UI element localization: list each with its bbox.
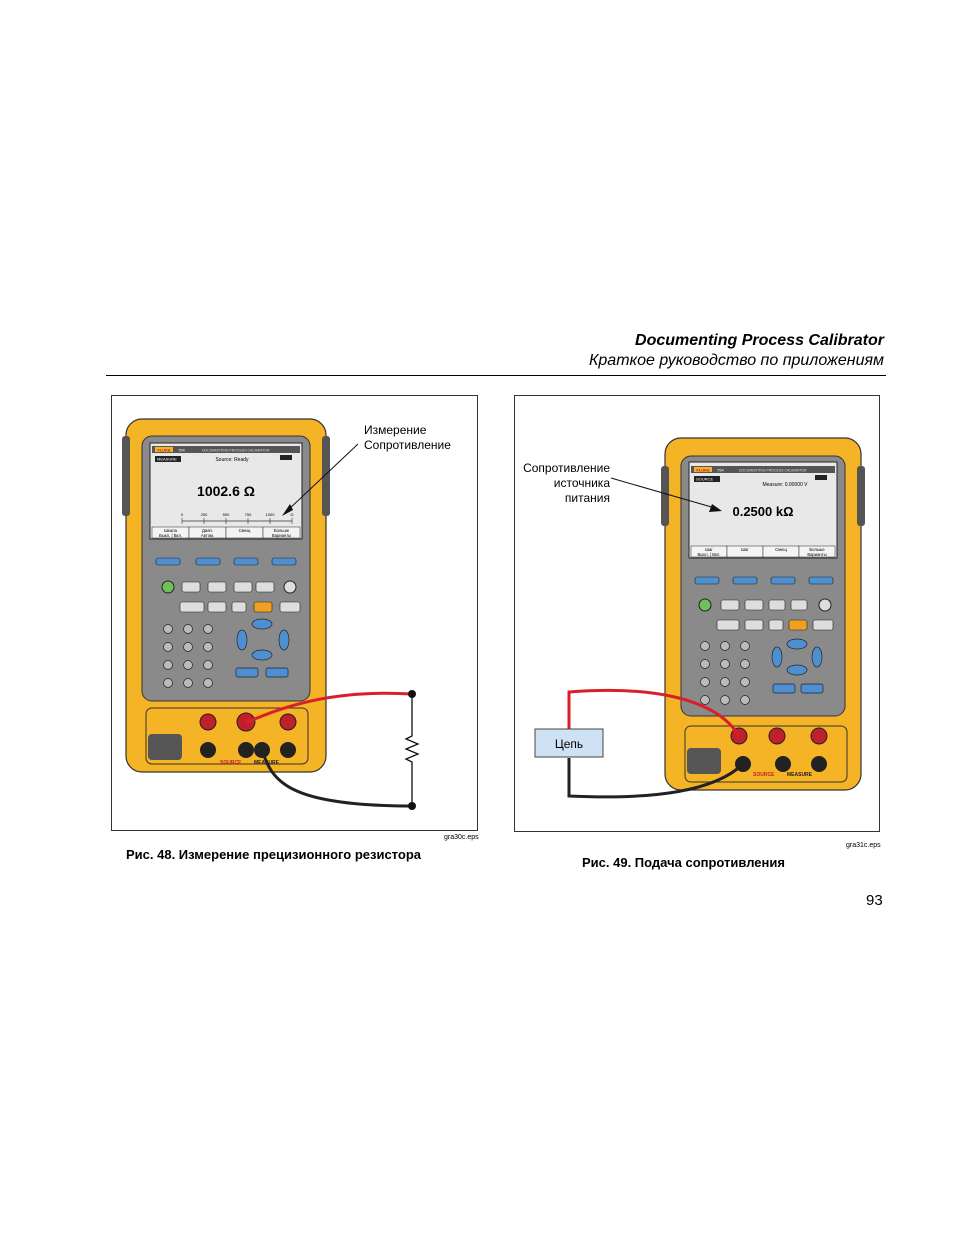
- keypad-key: [164, 661, 173, 670]
- header-title: Documenting Process Calibrator: [635, 332, 884, 349]
- keypad-key: [184, 661, 193, 670]
- softkey-label: Автом.: [200, 533, 215, 538]
- keypad-key: [204, 625, 213, 634]
- page-number: 93: [866, 892, 883, 909]
- device-softkeys: [152, 527, 300, 538]
- softkey-label: Больше: [809, 547, 825, 552]
- softkey-label: Выкл. | Вкл.: [159, 533, 182, 538]
- softkey-label: Варианты: [807, 552, 827, 557]
- softkey-label: Смещ: [238, 528, 251, 533]
- keypad-key: [741, 696, 750, 705]
- keypad-key: [721, 696, 730, 705]
- scale-tick-label: 250: [200, 512, 208, 517]
- device-brand: FLUKE: [696, 467, 710, 473]
- keypad-key: [184, 643, 193, 652]
- figure-49-filename: gra31c.eps: [846, 842, 881, 849]
- device-banner: DOCUMENTING PROCESS CALIBRATOR: [739, 468, 807, 473]
- device-model: 754: [178, 447, 185, 453]
- callout-line-2: источника: [553, 476, 610, 490]
- scale-tick-label: 0: [180, 512, 184, 517]
- callout-line-2: Сопротивление: [364, 438, 451, 452]
- keypad-key: [204, 679, 213, 688]
- device-mode-label: MEASURE: [157, 456, 177, 462]
- keypad-key: [741, 678, 750, 687]
- precision-resistor: [406, 694, 418, 806]
- figure-48-drawing: [112, 396, 477, 830]
- scale-tick-label: 500: [222, 512, 230, 517]
- measure-label: MEASURE: [787, 772, 813, 778]
- figure-48-filename: gra30c.eps: [444, 834, 479, 841]
- calibrator-device: [661, 438, 865, 790]
- device-reading: 1002.6 Ω: [197, 483, 255, 499]
- device-model: 754: [717, 467, 724, 473]
- keypad-key: [721, 660, 730, 669]
- device-softkeys: [691, 546, 835, 557]
- keypad-key: [164, 643, 173, 652]
- source-label: SOURCE: [220, 760, 242, 766]
- keypad-key: [204, 661, 213, 670]
- figure-49-caption: Рис. 49. Подача сопротивления: [582, 855, 785, 870]
- scale-tick-label: Ω: [290, 512, 294, 517]
- circuit-box-label: Цепь: [554, 737, 584, 751]
- callout-line-3: питания: [564, 491, 610, 505]
- softkey-label: Шаг: [741, 547, 749, 552]
- softkey-label: Шкала: [164, 528, 177, 533]
- softkey-label: Выкл. | Вкл.: [697, 552, 721, 557]
- callout-line-1: Сопротивление: [523, 461, 610, 475]
- keypad-key: [164, 679, 173, 688]
- softkey-label: Смещ: [775, 547, 787, 552]
- header-subtitle: Краткое руководство по приложениям: [588, 352, 884, 369]
- figure-49: [514, 395, 880, 832]
- scale-tick-label: 1000: [265, 512, 275, 517]
- figure-48-caption: Рис. 48. Измерение прецизионного резистора: [126, 847, 421, 862]
- keypad-key: [184, 679, 193, 688]
- keypad-key: [184, 625, 193, 634]
- device-status: Measure: 0.00000 V: [762, 482, 808, 488]
- source-label: SOURCE: [753, 772, 775, 778]
- keypad-key: [164, 625, 173, 634]
- softkey-label: Варианты: [271, 533, 292, 538]
- scale-tick-label: 750: [244, 512, 252, 517]
- device-brand: FLUKE: [157, 447, 171, 453]
- keypad-key: [721, 642, 730, 651]
- device-reading: 0.2500 kΩ: [732, 504, 794, 519]
- keypad-key: [701, 678, 710, 687]
- callout-text: [518, 461, 610, 506]
- callout-text: [364, 423, 451, 453]
- callout-line-1: Измерение: [364, 423, 427, 437]
- softkey-label: Больше: [273, 528, 290, 533]
- header-rule: [106, 375, 886, 376]
- softkey-label: Шаг: [705, 547, 713, 552]
- keypad-key: [741, 642, 750, 651]
- figure-48: [111, 395, 478, 831]
- softkey-label: Диап.: [202, 528, 213, 533]
- keypad-key: [741, 660, 750, 669]
- device-banner: DOCUMENTING PROCESS CALIBRATOR: [202, 448, 270, 453]
- keypad-key: [204, 643, 213, 652]
- keypad-key: [701, 642, 710, 651]
- device-status: Source: Ready: [215, 457, 249, 463]
- keypad-key: [721, 678, 730, 687]
- calibrator-device: [122, 419, 330, 772]
- measure-label: MEASURE: [254, 760, 280, 766]
- device-mode-label: SOURCE: [696, 476, 714, 482]
- keypad-key: [701, 660, 710, 669]
- keypad-key: [701, 696, 710, 705]
